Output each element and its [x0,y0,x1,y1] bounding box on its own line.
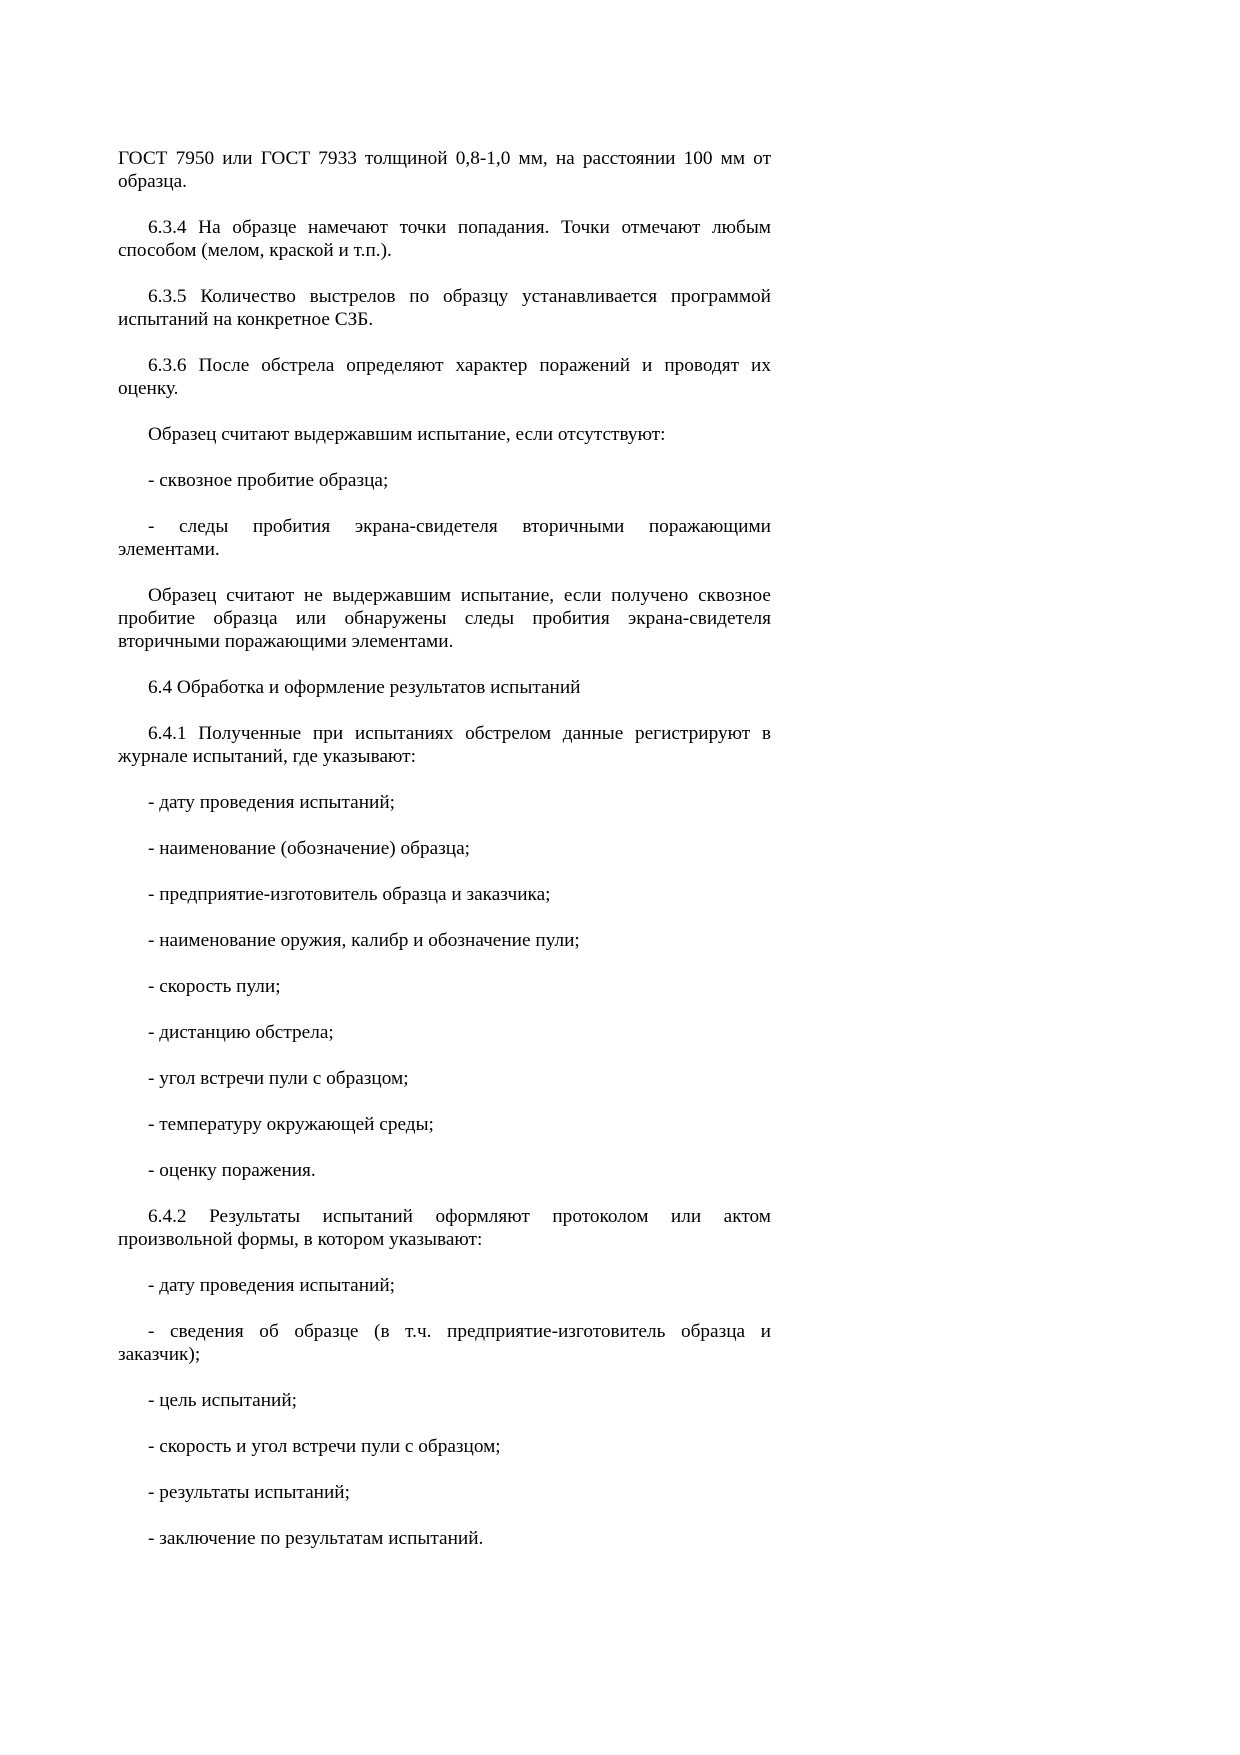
list-item: - оценку поражения. [148,1160,316,1181]
list-item: - температуру окружающей среды; [148,1114,434,1135]
list-item: - цель испытаний; [148,1390,298,1411]
paragraph-6-3-5: 6.3.5 Количество выстрелов по образцу устанавливается программой испытаний на конкретное СЗБ. [118,286,771,330]
paragraph-6-3-6: 6.3.6 После обстрела определяют характер поражений и проводят их оценку. [118,355,771,399]
document-page [118,147,771,1573]
list-item: - скорость пули; [148,976,281,997]
list-item: - дату проведения испытаний; [148,792,396,813]
list-item: - наименование (обозначение) образца; [148,838,471,859]
list-item: - заключение по результатам испытаний. [148,1528,484,1549]
paragraph-fail-criteria: Образец считают не выдержавшим испытание, если получено сквозное пробитие образца или обнаружены следы пробития экрана-свидетеля вторичными поражающими элементами. [118,585,771,652]
list-item: - наименование оружия, калибр и обозначение пули; [148,930,580,951]
paragraph-pass-criteria: Образец считают выдержавшим испытание, если отсутствуют: [148,424,666,445]
paragraph-6-4-1: 6.4.1 Полученные при испытаниях обстрелом данные регистрируют в журнале испытаний, где указывают: [118,723,771,767]
list-item: - результаты испытаний; [148,1482,350,1503]
paragraph-6-3-4: 6.3.4 На образце намечают точки попадания. Точки отмечают любым способом (мелом, краской и т.п.). [118,217,771,261]
list-item: - следы пробития экрана-свидетеля вторичными поражающими элементами. [118,516,771,560]
section-heading-6-4: 6.4 Обработка и оформление результатов испытаний [148,677,581,698]
paragraph-6-4-2: 6.4.2 Результаты испытаний оформляют протоколом или актом произвольной формы, в котором указывают: [118,1206,771,1250]
paragraph-gost-continuation: ГОСТ 7950 или ГОСТ 7933 толщиной 0,8-1,0 мм, на расстоянии 100 мм от образца. [118,148,771,192]
list-item: - предприятие-изготовитель образца и заказчика; [148,884,551,905]
list-item: - скорость и угол встречи пули с образцом; [148,1436,501,1457]
list-item: - сквозное пробитие образца; [148,470,389,491]
list-item: - дистанцию обстрела; [148,1022,334,1043]
list-item: - дату проведения испытаний; [148,1275,396,1296]
list-item: - угол встречи пули с образцом; [148,1068,409,1089]
list-item: - сведения об образце (в т.ч. предприятие-изготовитель образца и заказчик); [118,1321,771,1365]
